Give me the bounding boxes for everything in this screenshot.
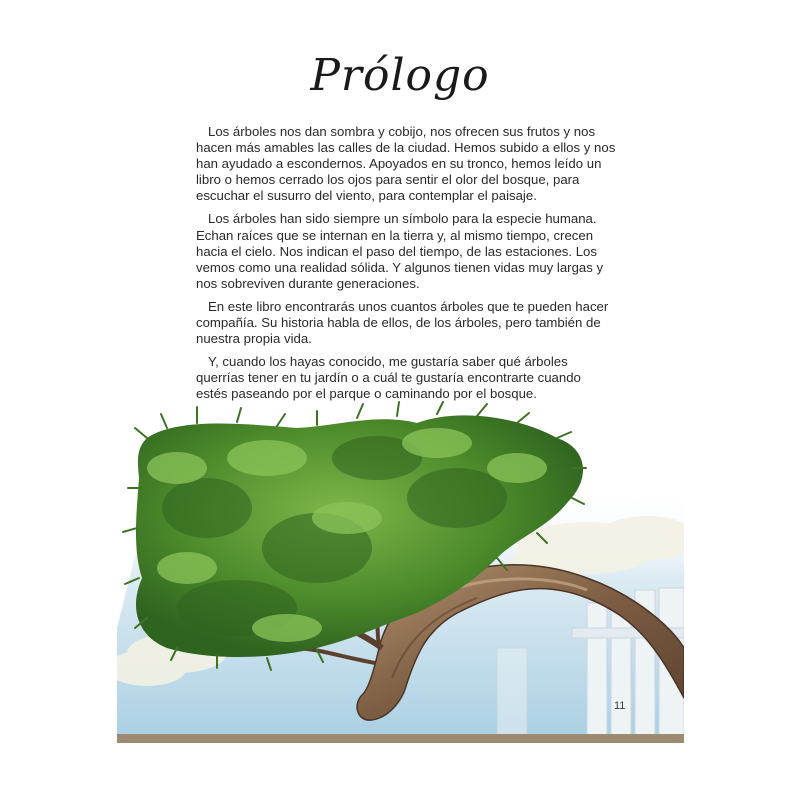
- page-number: 11: [614, 700, 626, 712]
- prologue-text: [196, 124, 616, 410]
- paragraph-2: Los árboles han sido siempre un símbolo para la especie humana. Echan raíces que se internan en la tierra y, al mismo tiempo, crecen hacia el cielo. Nos indican el paso del tiempo, de las estaciones. Los vemos como una realidad sólida. Y algunos tienen vidas muy largas y nos sobreviven durante generaciones.: [196, 211, 604, 291]
- tree-illustration: [117, 398, 684, 743]
- paragraph-1: Los árboles nos dan sombra y cobijo, nos ofrecen sus frutos y nos hacen más amables las calles de la ciudad. Hemos subido a ellos y nos han ayudado a escondernos. Apoyados en su tronco, hemos leído un libro o hemos cerrado los ojos para sentir el olor del bosque, para escuchar el susurro del viento, para contemplar el paisaje.: [196, 124, 616, 204]
- page-title: Prólogo: [310, 50, 490, 101]
- paragraph-3: En este libro encontrarás unos cuantos árboles que te pueden hacer compañía. Su historia habla de ellos, de los árboles, pero también de nuestra propia vida.: [196, 298, 609, 347]
- ground: [117, 734, 684, 743]
- paragraph-4: Y, cuando los hayas conocido, me gustaría saber qué árboles querrías tener en tu jardín o a cuál te gustaría encontrarte cuando estés paseando por el parque o caminando por el bosque.: [196, 354, 581, 402]
